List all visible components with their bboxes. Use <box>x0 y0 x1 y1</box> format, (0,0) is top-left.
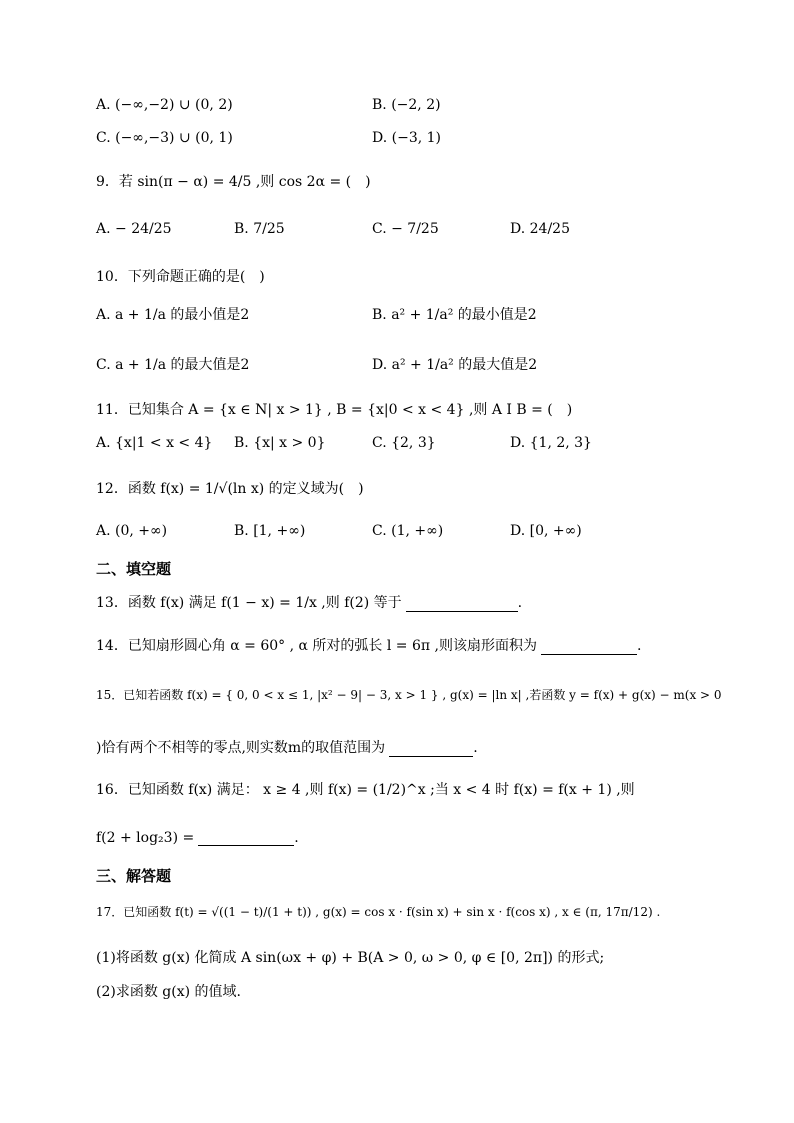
q11-option-d: D. {1, 2, 3} <box>510 435 592 451</box>
q10-option-a: A. a + 1/a 的最小值是2 <box>96 307 250 323</box>
q15-stem-line2: )恰有两个不相等的零点,则实数m的取值范围为 <box>96 740 386 756</box>
q14-answer-blank[interactable] <box>541 640 637 655</box>
q13-stem: 13．函数 f(x) 满足 f(1 − x) = 1/x ,则 f(2) 等于 <box>96 595 402 611</box>
q9-option-a: A. − 24/25 <box>96 221 172 237</box>
q17-part2: (2)求函数 g(x) 的值域. <box>96 984 241 1000</box>
q15-answer-blank[interactable] <box>389 742 473 757</box>
q17-part1: (1)将函数 g(x) 化简成 A sin(ωx + φ) + B(A > 0, ω > 0, φ ∈ [0, 2π]) 的形式; <box>96 950 605 966</box>
q11-option-b: B. {x| x > 0} <box>234 435 326 451</box>
q17-stem: 17．已知函数 f(t) = √((1 − t)/(1 + t)) , g(x) = cos x · f(sin x) + sin x · f(cos x) , x ∈ (π, 17π/12) . <box>96 905 661 919</box>
q8-option-b: B. (−2, 2) <box>372 97 441 113</box>
q16-answer-blank[interactable] <box>198 831 294 846</box>
q9-option-b: B. 7/25 <box>234 221 285 237</box>
section-2-title: 二、填空题 <box>96 560 172 578</box>
q14-stem: 14．已知扇形圆心角 α = 60° , α 所对的弧长 l = 6π ,则该扇形面积为 <box>96 638 537 654</box>
q8-option-a: A. (−∞,−2) ∪ (0, 2) <box>96 97 233 113</box>
q14-line <box>96 635 641 655</box>
q13-end: . <box>517 595 523 611</box>
q11-option-a: A. {x|1 < x < 4} <box>96 435 213 451</box>
q9-option-d: D. 24/25 <box>510 221 570 237</box>
q15-end: . <box>473 740 478 756</box>
q10-option-d: D. a² + 1/a² 的最大值是2 <box>372 357 538 373</box>
q10-option-b: B. a² + 1/a² 的最小值是2 <box>372 307 537 323</box>
q10-stem: 10．下列命题正确的是( ) <box>96 269 265 285</box>
q12-option-a: A. (0, +∞) <box>96 523 168 539</box>
q16-line2 <box>96 830 299 846</box>
q13-answer-blank[interactable] <box>406 597 518 612</box>
q9-stem: 9．若 sin(π − α) = 4/5 ,则 cos 2α = ( ) <box>96 174 371 190</box>
q11-option-c: C. {2, 3} <box>372 435 436 451</box>
q16-stem-line1: 16．已知函数 f(x) 满足： x ≥ 4 ,则 f(x) = (1/2)^x ;当 x < 4 时 f(x) = f(x + 1) ,则 <box>96 782 635 798</box>
q10-option-c: C. a + 1/a 的最大值是2 <box>96 357 250 373</box>
q15-stem-line1: 15．已知若函数 f(x) = { 0, 0 < x ≤ 1, |x² − 9| − 3, x > 1 } , g(x) = |ln x| ,若函数 y = f(x) + g(x) − m(x > 0 <box>96 688 722 702</box>
q12-option-c: C. (1, +∞) <box>372 523 444 539</box>
q15-line2 <box>96 737 478 757</box>
q12-stem: 12．函数 f(x) = 1/√(ln x) 的定义域为( ) <box>96 481 364 497</box>
q9-option-c: C. − 7/25 <box>372 221 439 237</box>
q16-stem-line2: f(2 + log₂3) = <box>96 830 195 846</box>
q12-option-d: D. [0, +∞) <box>510 523 582 539</box>
q16-end: . <box>294 830 299 846</box>
q8-option-d: D. (−3, 1) <box>372 130 441 146</box>
q11-stem: 11．已知集合 A = {x ∈ N| x > 1} , B = {x|0 < x < 4} ,则 A I B = ( ) <box>96 402 573 418</box>
q8-option-c: C. (−∞,−3) ∪ (0, 1) <box>96 130 233 146</box>
q14-end: . <box>637 638 642 654</box>
section-3-title: 三、解答题 <box>96 867 172 885</box>
q13-line <box>96 592 522 612</box>
q12-option-b: B. [1, +∞) <box>234 523 306 539</box>
